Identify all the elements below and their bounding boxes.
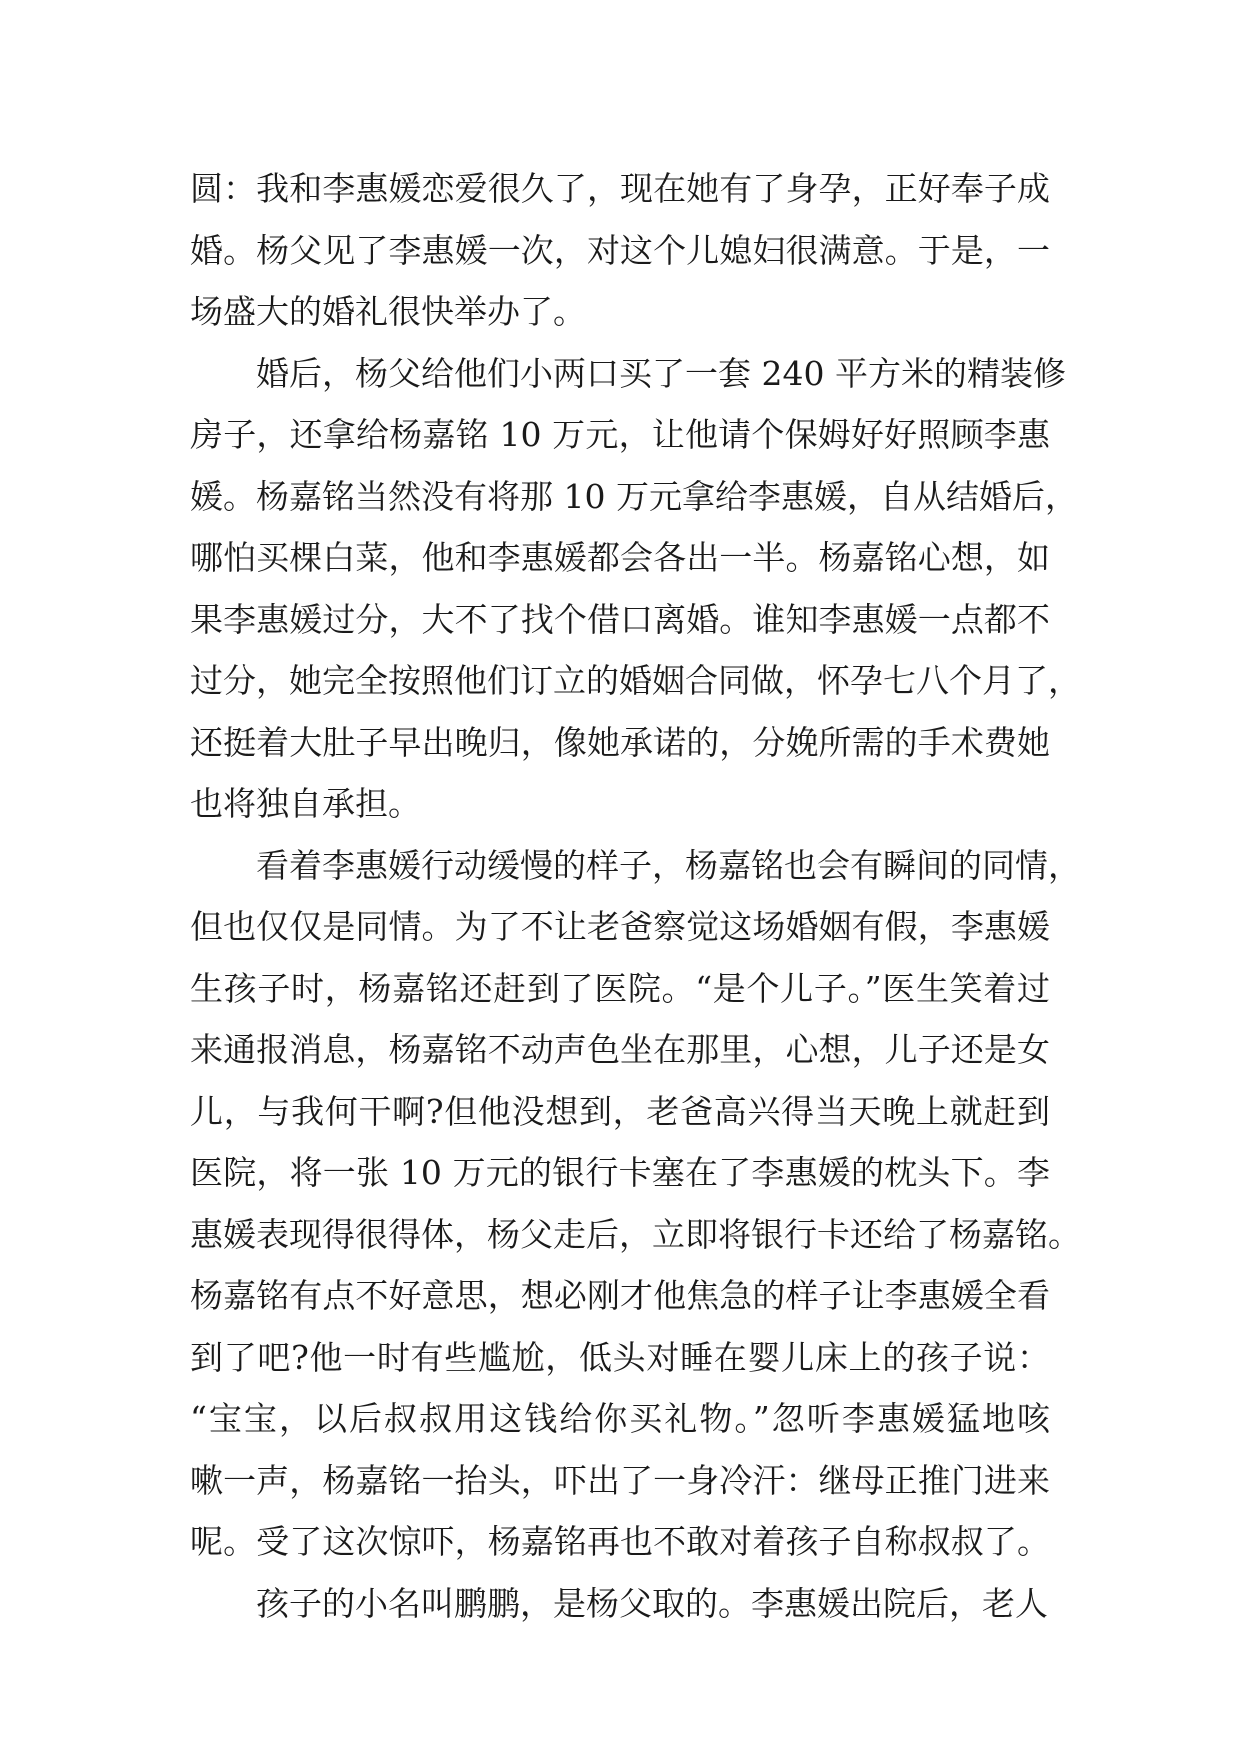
text-line: 孩子的小名叫鹏鹏，是杨父取的。李惠媛出院后，老人 — [256, 1583, 1048, 1623]
document-body — [190, 158, 1081, 1634]
text-line: 媛。杨嘉铭当然没有将那 10 万元拿给李惠媛，自从结婚后， — [190, 476, 1078, 516]
text-line: 婚。杨父见了李惠媛一次，对这个儿媳妇很满意。于是，一 — [190, 230, 1050, 270]
text-line: 还挺着大肚子早出晚归，像她承诺的，分娩所需的手术费她 — [190, 722, 1050, 762]
text-line: 但也仅仅是同情。为了不让老爸察觉这场婚姻有假，李惠媛 — [190, 907, 1050, 946]
text-line: 生孩子时，杨嘉铭还赶到了医院。“是个儿子。”医生笑着过 — [190, 968, 1050, 1008]
text-line: 杨嘉铭有点不好意思，想必刚才他焦急的样子让李惠媛全看 — [190, 1276, 1050, 1315]
text-line: 惠媛表现得很得体，杨父走后，立即将银行卡还给了杨嘉铭。 — [190, 1214, 1081, 1254]
text-line: 婚后，杨父给他们小两口买了一套 240 平方米的精装修 — [256, 353, 1066, 393]
text-line: 哪怕买棵白菜，他和李惠媛都会各出一半。杨嘉铭心想，如 — [190, 538, 1050, 577]
text-line: 也将独自承担。 — [190, 784, 421, 823]
text-line: 果李惠媛过分，大不了找个借口离婚。谁知李惠媛一点都不 — [190, 599, 1050, 639]
text-line: 场盛大的婚礼很快举办了。 — [190, 292, 586, 331]
text-line: “宝宝，以后叔叔用这钱给你买礼物。”忽听李惠媛猛地咳 — [190, 1399, 1050, 1438]
text-line: 医院，将一张 10 万元的银行卡塞在了李惠媛的枕头下。李 — [190, 1153, 1050, 1192]
text-line: 房子，还拿给杨嘉铭 10 万元，让他请个保姆好好照顾李惠 — [190, 415, 1050, 454]
text-line: 嗽一声，杨嘉铭一抬头，吓出了一身冷汗：继母正推门进来 — [190, 1460, 1050, 1500]
text-line: 来通报消息，杨嘉铭不动声色坐在那里，心想，儿子还是女 — [190, 1030, 1050, 1069]
text-line: 到了吧?他一时有些尴尬，低头对睡在婴儿床上的孩子说： — [190, 1337, 1050, 1377]
text-line: 儿，与我何干啊?但他没想到，老爸高兴得当天晚上就赶到 — [190, 1091, 1050, 1131]
text-line: 圆：我和李惠媛恋爱很久了，现在她有了身孕，正好奉子成 — [190, 169, 1050, 208]
text-line: 看着李惠媛行动缓慢的样子，杨嘉铭也会有瞬间的同情， — [256, 845, 1081, 885]
text-line: 过分，她完全按照他们订立的婚姻合同做，怀孕七八个月了， — [190, 661, 1081, 700]
text-line: 呢。受了这次惊吓，杨嘉铭再也不敢对着孩子自称叔叔了。 — [190, 1522, 1050, 1561]
